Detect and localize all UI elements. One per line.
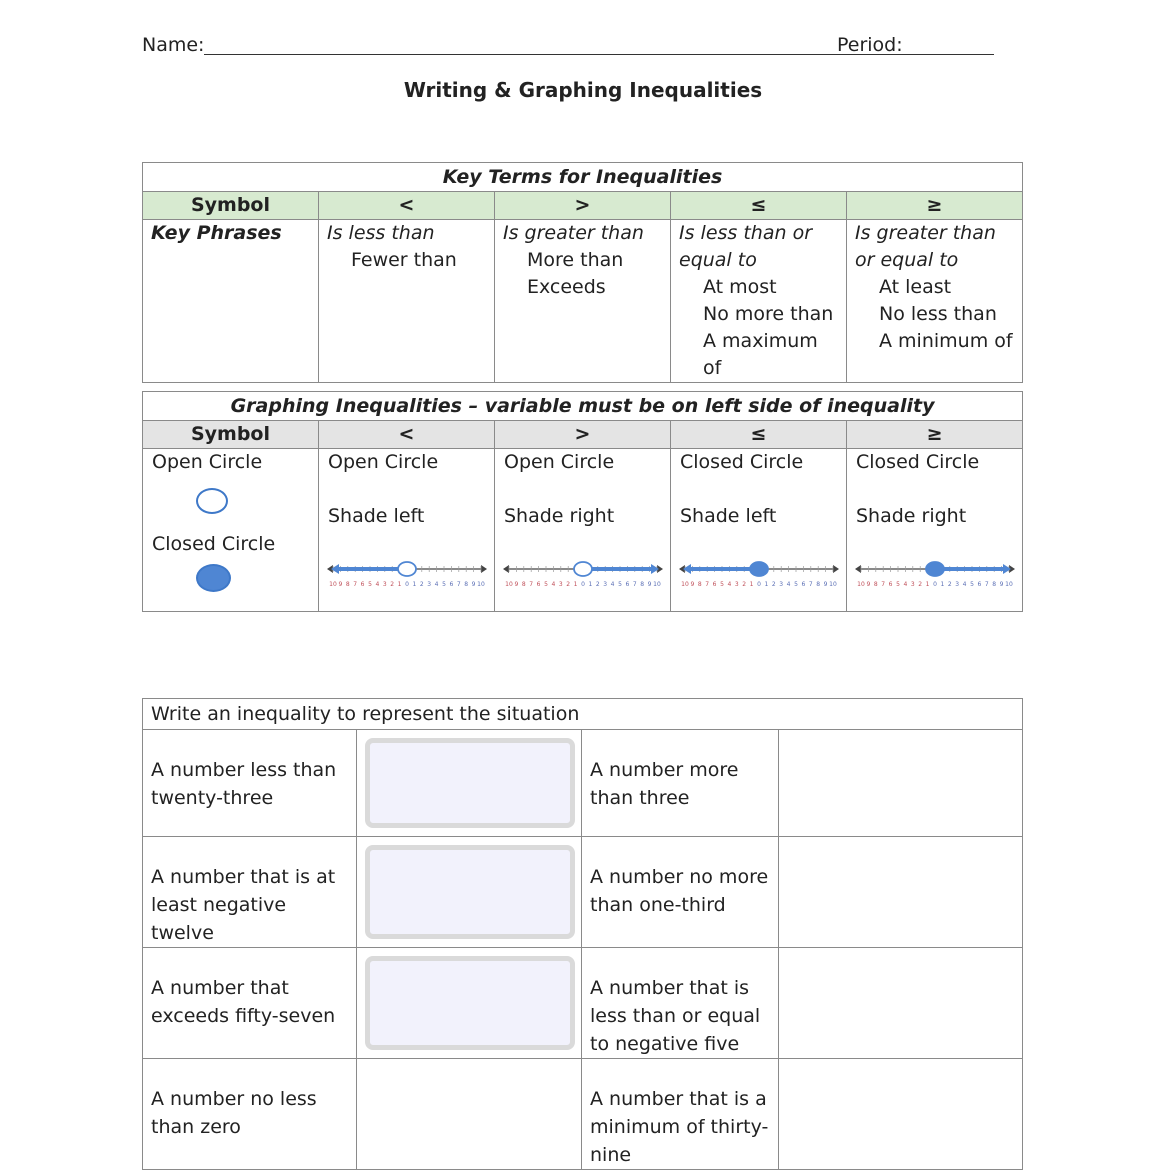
tick-label: 8 xyxy=(640,581,645,588)
shade-direction-label: Shade left xyxy=(680,505,777,527)
phrase: No more than xyxy=(703,303,834,325)
tick-label: 7 xyxy=(984,581,989,588)
legend-open-label: Open Circle xyxy=(152,451,263,473)
tick-label: 5 xyxy=(896,581,900,588)
phrases-less-than xyxy=(319,220,495,383)
tick-label: 7 xyxy=(808,581,813,588)
shade-direction-label: Shade right xyxy=(504,505,615,527)
endpoint-circle xyxy=(750,562,768,576)
tick-label: 9 xyxy=(647,581,652,588)
tick-label: 6 xyxy=(449,581,454,588)
tick-label: 1 xyxy=(940,581,945,588)
tick-label: 1 xyxy=(925,581,930,588)
tick-label: 1 xyxy=(749,581,754,588)
prompt-cell: A number less than twenty-three xyxy=(143,730,357,837)
tick-label: 8 xyxy=(345,581,350,588)
tick-label: 4 xyxy=(962,581,967,588)
tick-label: 6 xyxy=(625,581,630,588)
tick-label: 6 xyxy=(536,581,541,588)
tick-label: 2 xyxy=(742,581,747,588)
tick-label: 6 xyxy=(801,581,806,588)
graph-cell-less-equal xyxy=(671,449,847,612)
phrase: Is less than xyxy=(327,222,435,244)
prompt-cell: A number that is less than or equal to negative five xyxy=(582,948,779,1059)
tick-label: 1 xyxy=(764,581,769,588)
symbol-less-than: < xyxy=(319,421,495,449)
tick-label: 1 xyxy=(397,581,402,588)
symbol-less-than: < xyxy=(319,192,495,220)
phrase: At most xyxy=(703,276,777,298)
tick-label: 2 xyxy=(566,581,571,588)
practice-caption: Write an inequality to represent the situation xyxy=(143,699,1023,730)
key-terms-table xyxy=(142,162,1023,383)
tick-label: 6 xyxy=(888,581,893,588)
symbol-greater-than: > xyxy=(495,192,671,220)
tick-label: 6 xyxy=(360,581,365,588)
tick-label: 4 xyxy=(551,581,556,588)
phrase: or equal to xyxy=(855,249,959,271)
tick-label: 9 xyxy=(514,581,519,588)
endpoint-circle xyxy=(398,562,416,576)
phrase: No less than xyxy=(879,303,997,325)
number-line-graph xyxy=(503,553,663,603)
tick-label: 9 xyxy=(338,581,343,588)
tick-label: 3 xyxy=(734,581,739,588)
tick-label: 2 xyxy=(771,581,776,588)
tick-label: 10 xyxy=(681,581,689,588)
tick-label: 4 xyxy=(375,581,380,588)
tick-label: 5 xyxy=(794,581,798,588)
tick-label: 3 xyxy=(382,581,387,588)
answer-cell[interactable] xyxy=(357,948,582,1059)
tick-label: 2 xyxy=(390,581,395,588)
phrase: More than xyxy=(527,249,624,271)
tick-label: 8 xyxy=(464,581,469,588)
answer-cell[interactable] xyxy=(357,1059,582,1170)
graph-cell-greater-than xyxy=(495,449,671,612)
prompt-cell: A number no more than one-third xyxy=(582,837,779,948)
tick-label: 5 xyxy=(368,581,372,588)
tick-label: 9 xyxy=(823,581,828,588)
answer-box[interactable] xyxy=(365,738,575,828)
period-field[interactable] xyxy=(907,54,994,55)
tick-label: 8 xyxy=(873,581,878,588)
number-line-graph xyxy=(679,553,839,603)
tick-label: 3 xyxy=(603,581,608,588)
worksheet-title: Writing & Graphing Inequalities xyxy=(403,78,763,102)
tick-label: 3 xyxy=(910,581,915,588)
phrase: A minimum of xyxy=(879,330,1013,352)
phrase: Exceeds xyxy=(527,276,606,298)
tick-label: 8 xyxy=(697,581,702,588)
tick-label: 3 xyxy=(779,581,784,588)
graph-cell-greater-equal xyxy=(847,449,1023,612)
arrow-left-icon xyxy=(855,565,861,573)
tick-label: 5 xyxy=(442,581,446,588)
endpoint-circle xyxy=(926,562,944,576)
answer-cell[interactable] xyxy=(779,948,1023,1059)
practice-table xyxy=(142,698,1023,1170)
tick-label: 9 xyxy=(471,581,476,588)
tick-label: 3 xyxy=(955,581,960,588)
circle-legend xyxy=(143,449,319,612)
circle-type-label: Open Circle xyxy=(328,451,439,473)
circle-type-label: Closed Circle xyxy=(856,451,980,473)
answer-cell[interactable] xyxy=(779,837,1023,948)
prompt-cell: A number that is a minimum of thirty-nine xyxy=(582,1059,779,1170)
phrase: equal to xyxy=(679,249,757,271)
tick-label: 2 xyxy=(918,581,923,588)
phrase: A maximum of xyxy=(703,330,818,379)
prompt-cell: A number more than three xyxy=(582,730,779,837)
tick-label: 9 xyxy=(999,581,1004,588)
shade-direction-label: Shade right xyxy=(856,505,967,527)
symbol-header: Symbol xyxy=(143,421,319,449)
phrases-greater-than xyxy=(495,220,671,383)
tick-label: 2 xyxy=(419,581,424,588)
symbol-header: Symbol xyxy=(143,192,319,220)
circle-type-label: Open Circle xyxy=(504,451,615,473)
tick-label: 10 xyxy=(505,581,513,588)
arrow-right-icon xyxy=(833,565,839,573)
tick-label: 7 xyxy=(353,581,358,588)
tick-label: 10 xyxy=(653,581,661,588)
phrase: At least xyxy=(879,276,952,298)
prompt-cell: A number that is at least negative twelve xyxy=(143,837,357,948)
period-label: Period: xyxy=(837,34,903,56)
tick-label: 10 xyxy=(857,581,865,588)
tick-label: 1 xyxy=(412,581,417,588)
answer-cell[interactable] xyxy=(357,837,582,948)
tick-label: 5 xyxy=(544,581,548,588)
symbol-less-equal: ≤ xyxy=(671,421,847,449)
graph-cell-less-than xyxy=(319,449,495,612)
phrase: Is less than or xyxy=(679,222,812,244)
answer-cell[interactable] xyxy=(779,1059,1023,1170)
name-label: Name: xyxy=(142,34,205,56)
ray-arrow-icon xyxy=(683,564,691,574)
tick-label: 0 xyxy=(405,581,409,588)
key-terms-caption: Key Terms for Inequalities xyxy=(143,163,1023,192)
ray-arrow-icon xyxy=(1003,564,1011,574)
tick-label: 5 xyxy=(618,581,622,588)
tick-label: 8 xyxy=(992,581,997,588)
number-line-graph xyxy=(327,553,487,603)
tick-label: 5 xyxy=(720,581,724,588)
graphing-table xyxy=(142,391,1023,612)
legend-closed-label: Closed Circle xyxy=(152,533,276,555)
shade-direction-label: Shade left xyxy=(328,505,425,527)
tick-label: 9 xyxy=(866,581,871,588)
tick-label: 1 xyxy=(573,581,578,588)
ray-arrow-icon xyxy=(331,564,339,574)
tick-label: 0 xyxy=(933,581,937,588)
tick-label: 6 xyxy=(712,581,717,588)
phrase: Is greater than xyxy=(503,222,644,244)
tick-label: 7 xyxy=(456,581,461,588)
closed-circle-icon xyxy=(196,564,231,592)
answer-cell[interactable] xyxy=(779,730,1023,837)
symbol-greater-equal: ≥ xyxy=(847,192,1023,220)
endpoint-circle xyxy=(574,562,592,576)
phrases-greater-equal xyxy=(847,220,1023,383)
tick-label: 6 xyxy=(977,581,982,588)
symbol-greater-equal: ≥ xyxy=(847,421,1023,449)
tick-label: 3 xyxy=(558,581,563,588)
tick-label: 5 xyxy=(970,581,974,588)
phrase: Fewer than xyxy=(351,249,457,271)
tick-label: 8 xyxy=(816,581,821,588)
tick-label: 9 xyxy=(690,581,695,588)
phrase: Is greater than xyxy=(855,222,996,244)
tick-label: 4 xyxy=(727,581,732,588)
tick-label: 10 xyxy=(829,581,837,588)
tick-label: 4 xyxy=(434,581,439,588)
tick-label: 10 xyxy=(1005,581,1013,588)
tick-label: 0 xyxy=(581,581,585,588)
answer-box[interactable] xyxy=(365,845,575,939)
tick-label: 2 xyxy=(595,581,600,588)
tick-label: 8 xyxy=(521,581,526,588)
prompt-cell: A number that exceeds fifty-seven xyxy=(143,948,357,1059)
arrow-right-icon xyxy=(481,565,487,573)
symbol-greater-than: > xyxy=(495,421,671,449)
symbol-less-equal: ≤ xyxy=(671,192,847,220)
tick-label: 2 xyxy=(947,581,952,588)
name-period-row xyxy=(142,34,994,60)
graphing-caption: Graphing Inequalities – variable must be on left side of inequality xyxy=(143,392,1023,421)
tick-label: 7 xyxy=(632,581,637,588)
ray-arrow-icon xyxy=(651,564,659,574)
prompt-cell: A number no less than zero xyxy=(143,1059,357,1170)
tick-label: 0 xyxy=(757,581,761,588)
phrases-less-equal xyxy=(671,220,847,383)
tick-label: 3 xyxy=(427,581,432,588)
circle-type-label: Closed Circle xyxy=(680,451,804,473)
number-line-graph xyxy=(855,553,1015,603)
tick-label: 7 xyxy=(881,581,886,588)
key-phrases-header: Key Phrases xyxy=(143,220,319,383)
tick-label: 10 xyxy=(477,581,485,588)
tick-label: 7 xyxy=(529,581,534,588)
answer-cell[interactable] xyxy=(357,730,582,837)
arrow-left-icon xyxy=(503,565,509,573)
tick-label: 1 xyxy=(588,581,593,588)
tick-label: 4 xyxy=(903,581,908,588)
tick-label: 10 xyxy=(329,581,337,588)
tick-label: 4 xyxy=(610,581,615,588)
answer-box[interactable] xyxy=(365,956,575,1050)
tick-label: 4 xyxy=(786,581,791,588)
open-circle-icon xyxy=(196,488,228,514)
tick-label: 7 xyxy=(705,581,710,588)
